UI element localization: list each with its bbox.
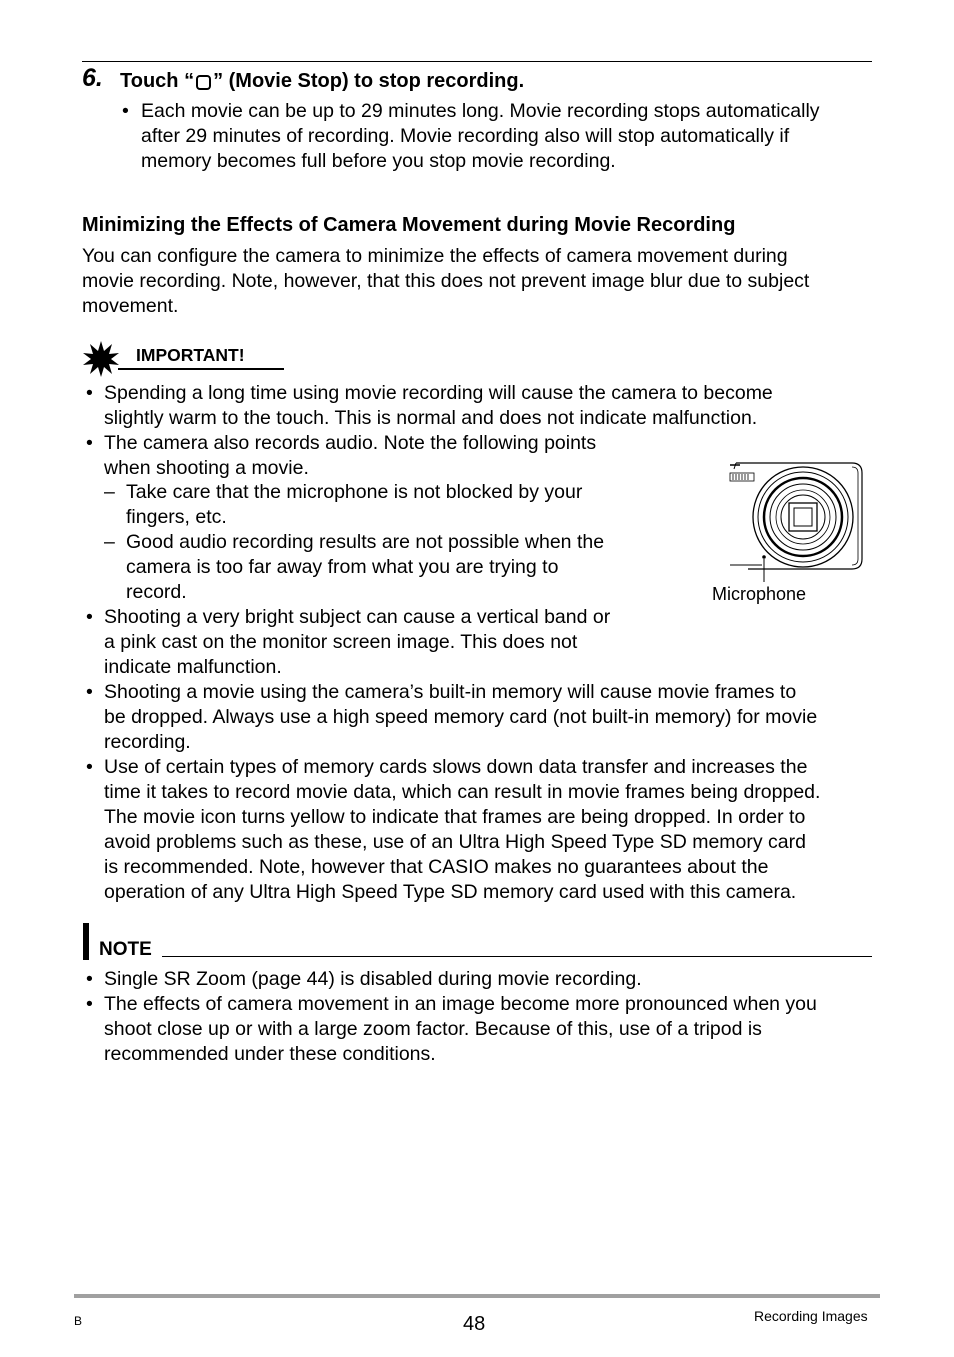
text-line: avoid problems such as these, use of an Ultra High Speed Type SD memory card bbox=[104, 831, 806, 853]
note-bar bbox=[83, 923, 89, 960]
text-line: slightly warm to the touch. This is normal and does not indicate malfunction. bbox=[104, 407, 758, 429]
dash-marker: – bbox=[104, 531, 115, 553]
text-line: fingers, etc. bbox=[126, 506, 227, 528]
step-title bbox=[120, 70, 524, 93]
important-bullet-3 bbox=[104, 605, 610, 680]
section-paragraph bbox=[82, 244, 809, 319]
starburst-icon bbox=[82, 340, 120, 378]
text-line: is recommended. Note, however that CASIO makes no guarantees about the bbox=[104, 856, 769, 878]
dash-marker: – bbox=[104, 481, 115, 503]
important-bullet-5 bbox=[104, 755, 820, 905]
top-rule bbox=[82, 61, 872, 62]
step-title-end: ” (Movie Stop) to stop recording. bbox=[213, 70, 525, 92]
bullet-marker: • bbox=[86, 432, 93, 454]
text-line: recommended under these conditions. bbox=[104, 1043, 436, 1065]
text-line: movement. bbox=[82, 295, 179, 317]
text-line: memory becomes full before you stop movie recording. bbox=[141, 150, 616, 172]
text-line: movie recording. Note, however, that this does not prevent image blur due to subject bbox=[82, 270, 810, 292]
text-line: Good audio recording results are not possible when the bbox=[126, 531, 605, 553]
step-title-start: Touch “ bbox=[120, 70, 195, 92]
text-line: time it takes to record movie data, which can result in movie frames being dropped. bbox=[104, 781, 821, 803]
bullet-marker: • bbox=[86, 756, 93, 778]
text-line: a pink cast on the monitor screen image. This does not bbox=[104, 631, 578, 653]
text-line: Single SR Zoom (page 44) is disabled during movie recording. bbox=[104, 968, 642, 990]
text-line: Shooting a very bright subject can cause a vertical band or bbox=[104, 606, 611, 628]
note-label: NOTE bbox=[99, 939, 152, 960]
important-dash-2 bbox=[126, 530, 604, 605]
note-bullet-1 bbox=[104, 967, 642, 992]
text-line: when shooting a movie. bbox=[104, 457, 309, 479]
text-line: You can configure the camera to minimize the effects of camera movement during bbox=[82, 245, 788, 267]
bullet-marker: • bbox=[86, 606, 93, 628]
important-label: IMPORTANT! bbox=[136, 345, 245, 365]
text-line: Use of certain types of memory cards slows down data transfer and increases the bbox=[104, 756, 808, 778]
footer-lang-code: B bbox=[74, 1314, 83, 1328]
camera-illustration bbox=[726, 455, 866, 583]
note-bullet-2 bbox=[104, 992, 817, 1067]
bullet-marker: • bbox=[86, 382, 93, 404]
important-rule bbox=[118, 368, 284, 370]
important-bullet-2 bbox=[104, 431, 596, 481]
text-line: Take care that the microphone is not blocked by your bbox=[126, 481, 583, 503]
text-line: indicate malfunction. bbox=[104, 656, 282, 678]
bullet-marker: • bbox=[86, 681, 93, 703]
note-rule bbox=[162, 956, 872, 957]
section-heading: Minimizing the Effects of Camera Movement during Movie Recording bbox=[82, 214, 736, 236]
page-number: 48 bbox=[463, 1313, 486, 1335]
important-dash-1 bbox=[126, 480, 582, 530]
grille-icon bbox=[730, 473, 754, 481]
text-line: operation of any Ultra High Speed Type SD memory card used with this camera. bbox=[104, 881, 797, 903]
bullet-marker: • bbox=[86, 993, 93, 1015]
footer-section-title: Recording Images bbox=[754, 1308, 868, 1324]
text-line: after 29 minutes of recording. Movie recording also will stop automatically if bbox=[141, 125, 790, 147]
bullet-marker: • bbox=[86, 968, 93, 990]
text-line: record. bbox=[126, 581, 187, 603]
footer-rule bbox=[74, 1294, 880, 1298]
important-bullet-4 bbox=[104, 680, 817, 755]
text-line: Spending a long time using movie recording will cause the camera to become bbox=[104, 382, 773, 404]
microphone-label: Microphone bbox=[712, 584, 807, 604]
text-line: camera is too far away from what you are trying to bbox=[126, 556, 559, 578]
text-line: Each movie can be up to 29 minutes long. Movie recording stops automatically bbox=[141, 100, 820, 122]
step-bullet-text bbox=[141, 99, 820, 174]
text-line: The movie icon turns yellow to indicate that frames are being dropped. In order to bbox=[104, 806, 806, 828]
text-line: recording. bbox=[104, 731, 191, 753]
text-line: The camera also records audio. Note the following points bbox=[104, 432, 597, 454]
microphone-hole bbox=[762, 555, 766, 559]
bullet-marker: • bbox=[122, 100, 129, 122]
text-line: be dropped. Always use a high speed memory card (not built-in memory) for movie bbox=[104, 706, 818, 728]
stop-icon bbox=[196, 75, 211, 90]
text-line: shoot close up or with a large zoom factor. Because of this, use of a tripod is bbox=[104, 1018, 762, 1040]
text-line: Shooting a movie using the camera’s built-in memory will cause movie frames to bbox=[104, 681, 797, 703]
step-number: 6. bbox=[82, 64, 103, 92]
important-bullet-1 bbox=[104, 381, 773, 431]
text-line: The effects of camera movement in an image become more pronounced when you bbox=[104, 993, 817, 1015]
